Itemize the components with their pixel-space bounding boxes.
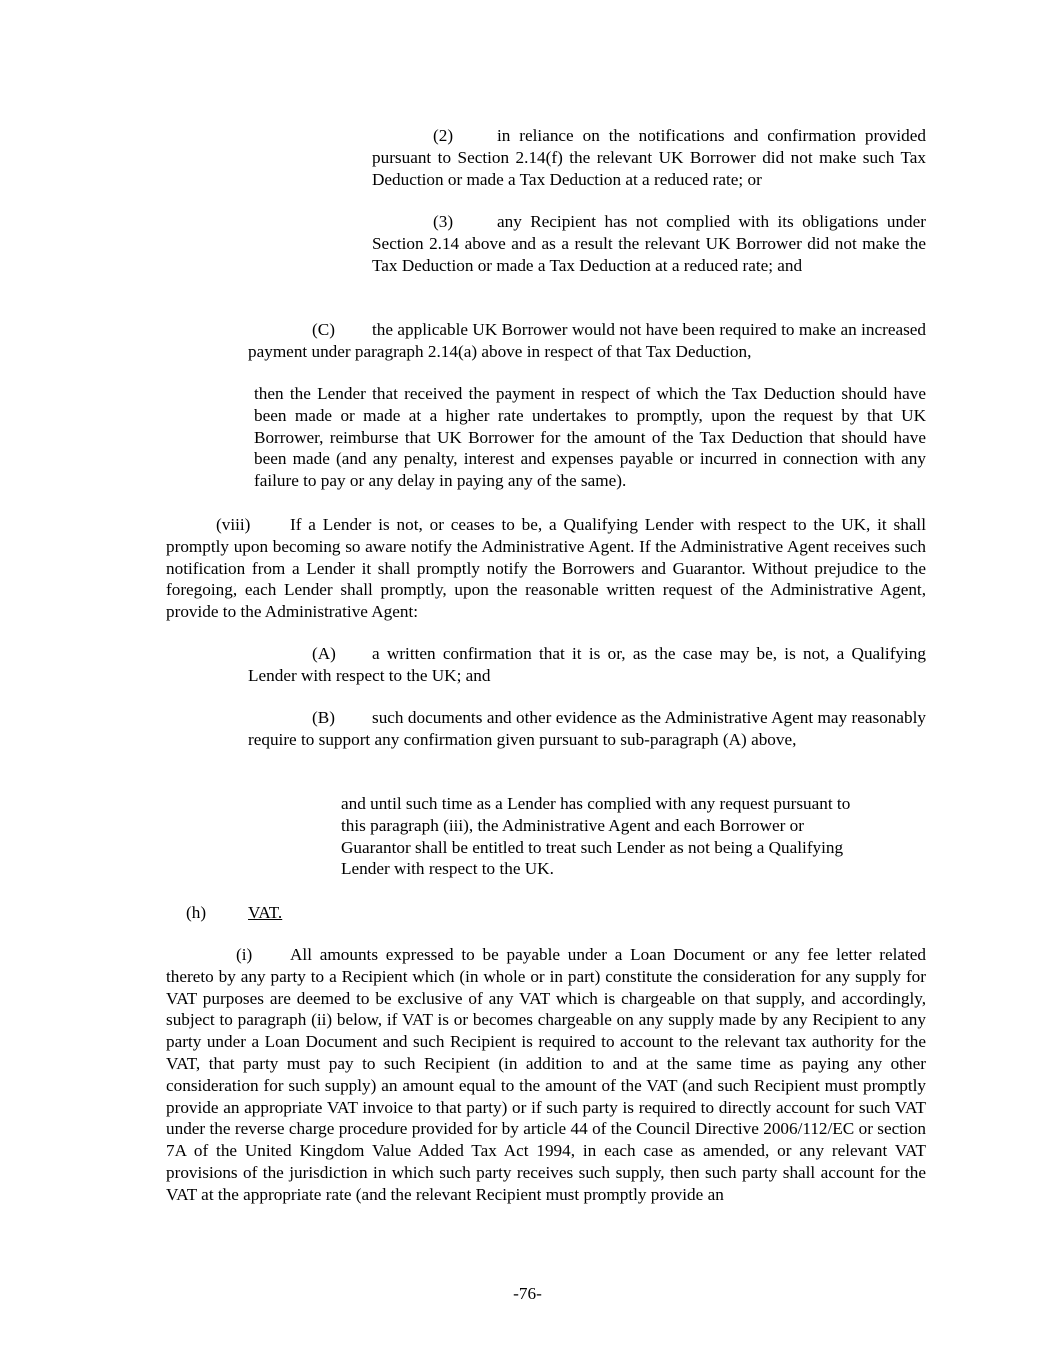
paragraph-2-number: (2) [433,126,454,145]
paragraph-3-number: (3) [433,212,454,231]
paragraph-i-number: (i) [236,945,253,964]
section-heading-h-title: VAT. [248,903,283,922]
paragraph-i [166,944,926,1206]
paragraph-until-line: this paragraph (iii), the Administrative Agent and each Borrower or [341,815,804,835]
paragraph-then [254,383,926,492]
paragraph-i-text: All amounts expressed to be payable under a Loan Document or any fee letter related thereto by any party to a Recipient which (in whole or in part) constitute the consideration for any supply for VAT purposes are deemed to be exclusive of any VAT which is chargeable on that supply, and accordingly, subject to paragraph (ii) below, if VAT is or becomes chargeable on any supply made by any Recipient to any party under a Loan Document and such Recipient is required to account to the relevant tax authority for the VAT, that party must pay to such Recipient (in addition to and at the same time as paying any other consideration for such supply) an amount equal to the amount of the VAT (and such Recipient must promptly provide an appropriate VAT invoice to that party) or if such party is required to directly account for such VAT under the reverse charge procedure provided for by article 44 of the Council Directive 2006/112/EC or section 7A of the United Kingdom Value Added Tax Act 1994, in each case as amended, or any relevant VAT provisions of the jurisdiction in which such party receives such supply, then such party shall account for the VAT at the appropriate rate (and the relevant Recipient must promptly provide an [166,945,926,1204]
paragraph-until [341,793,921,880]
paragraph-c-text: the applicable UK Borrower would not have been required to make an increased payment under paragraph 2.14(a) above in respect of that Tax Deduction, [248,320,926,361]
section-heading-h-number: (h) [186,903,207,922]
paragraph-then-text: then the Lender that received the payment in respect of which the Tax Deduction should have been made or made at a higher rate undertakes to promptly, upon the request by that UK Borrower, reimburse that UK Borrower for the amount of the Tax Deduction that should have been made (and any penalty, interest and expenses payable or incurred in connection with any failure to pay or any delay in paying any of the same). [254,384,926,491]
paragraph-2-text: in reliance on the notifications and confirmation provided pursuant to Section 2.14(f) the relevant UK Borrower did not make such Tax Deduction or made a Tax Deduction at a reduced rate; or [372,126,926,189]
paragraph-viii [166,514,926,623]
paragraph-b-text: such documents and other evidence as the Administrative Agent may reasonably require to support any confirmation given pursuant to sub-paragraph (A) above, [248,708,926,749]
section-heading-h [186,902,486,924]
page-number-text: -76- [513,1284,542,1303]
paragraph-until-line: Guarantor shall be entitled to treat such Lender as not being a Qualifying [341,837,844,857]
paragraph-3-text: any Recipient has not complied with its obligations under Section 2.14 above and as a result the relevant UK Borrower did not make the Tax Deduction or made a Tax Deduction at a reduced rate; and [372,212,926,275]
paragraph-a-number: (A) [312,644,336,663]
paragraph-viii-text: If a Lender is not, or ceases to be, a Qualifying Lender with respect to the UK, it shall promptly upon becoming so aware notify the Administrative Agent. If the Administrative Agent receives such notification from a Lender it shall promptly notify the Borrowers and Guarantor. Without prejudice to the foregoing, each Lender shall promptly, upon the reasonable written request of the Administrative Agent, provide to the Administrative Agent: [166,515,926,622]
paragraph-a [248,643,926,687]
paragraph-a-text: a written confirmation that it is or, as the case may be, is not, a Qualifying Lender with respect to the UK; and [248,644,926,685]
paragraph-3 [372,211,926,276]
paragraph-viii-number: (viii) [216,515,251,534]
paragraph-c-number: (C) [312,320,335,339]
paragraph-b [248,707,926,751]
paragraph-until-line: and until such time as a Lender has complied with any request pursuant to [341,794,851,813]
page-number [0,1283,1055,1305]
paragraph-until-line: Lender with respect to the UK. [341,859,554,879]
paragraph-2 [372,125,926,190]
paragraph-b-number: (B) [312,708,335,727]
paragraph-c [248,319,926,363]
